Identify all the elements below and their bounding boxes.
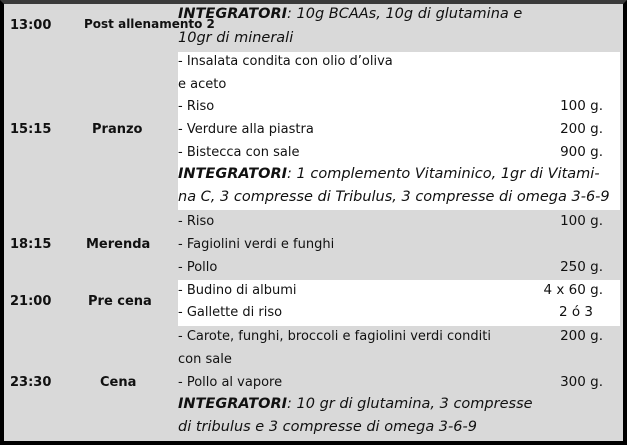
row-meal: Cena [100,375,137,390]
supplement-label: INTEGRATORI [178,396,288,412]
row-meal: Post allenamento 2 [84,17,215,31]
supplement-label: INTEGRATORI [178,6,288,22]
food-item: - Riso [178,214,215,229]
supplement-line: INTEGRATORI: 1 complemento Vitaminico, 1gr di Vitami- [178,166,600,182]
supplement-line: INTEGRATORI: 10 gr di glutamina, 3 compresse [178,396,533,412]
food-qty: 100 g. [560,98,603,114]
food-item: - Carote, funghi, broccoli e fagiolini verdi conditi [178,329,491,344]
food-item: e aceto [178,77,227,92]
supplement-line: di tribulus e 3 compresse di omega 3-6-9 [178,419,477,435]
row-time: 18:15 [10,237,52,252]
food-item: - Pollo al vapore [178,375,283,390]
food-qty: 250 g. [560,259,603,275]
food-qty: 300 g. [560,374,603,390]
food-item: - Verdure alla piastra [178,122,314,137]
row-time: 23:30 [10,375,52,390]
food-qty: 4 x 60 g. [543,282,603,298]
row-meal: Pre cena [88,294,152,309]
row-meal: Pranzo [92,122,143,137]
supplement-line: INTEGRATORI: 10g BCAAs, 10g di glutamina e [178,6,523,22]
food-item: - Fagiolini verdi e funghi [178,237,335,252]
row-time: 15:15 [10,122,52,137]
food-item: - Riso [178,99,215,114]
food-item: - Pollo [178,260,218,275]
food-item: con sale [178,352,232,367]
food-item: - Gallette di riso [178,305,283,320]
supplement-label: INTEGRATORI [178,166,288,182]
food-item: - Budino di albumi [178,283,297,298]
food-qty: 200 g. [560,328,603,344]
supplement-line: na C, 3 compresse di Tribulus, 3 compresse di omega 3-6-9 [178,189,610,205]
food-qty: 200 g. [560,121,603,137]
food-qty: 900 g. [560,144,603,160]
food-qty: 100 g. [560,213,603,229]
row-time: 13:00 [10,18,52,33]
row-time: 21:00 [10,294,52,309]
food-qty: 2 ó 3 [558,304,593,320]
food-item: - Insalata condita con olio d’oliva [178,54,393,69]
row-meal: Merenda [86,237,151,252]
food-item: - Bistecca con sale [178,145,300,160]
supplement-line: 10gr di minerali [178,30,294,46]
